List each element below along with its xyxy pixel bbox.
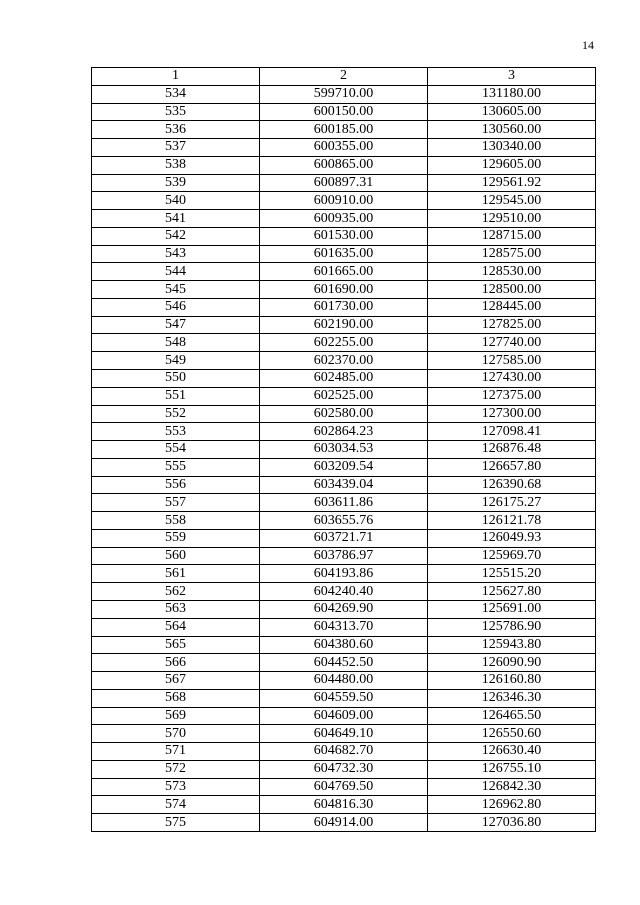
table-row [92,441,596,459]
table-row [92,565,596,583]
table-cell-col-3: 127375.00 [428,387,596,405]
table-cell-col-2: 601730.00 [260,298,428,316]
table-cell-col-2: 601530.00 [260,227,428,245]
table-cell-col-3: 126657.80 [428,458,596,476]
table-cell-col-1: 574 [92,796,260,814]
table-cell-col-3: 126346.30 [428,689,596,707]
table-cell-col-3: 125943.80 [428,636,596,654]
table-cell-col-3: 126049.93 [428,529,596,547]
table-cell-col-1: 551 [92,387,260,405]
header-cell-1: 1 [92,68,260,86]
table-cell-col-3: 126175.27 [428,494,596,512]
table-cell-col-2: 600897.31 [260,174,428,192]
table-row [92,334,596,352]
table-row [92,121,596,139]
table-row [92,618,596,636]
table-cell-col-3: 127098.41 [428,423,596,441]
table-cell-col-3: 126465.50 [428,707,596,725]
table-row [92,405,596,423]
table-cell-col-1: 571 [92,743,260,761]
table-cell-col-2: 603721.71 [260,529,428,547]
table-cell-col-1: 559 [92,529,260,547]
table-row [92,156,596,174]
table-cell-col-2: 604769.50 [260,778,428,796]
table-cell-col-3: 128715.00 [428,227,596,245]
table-cell-col-2: 600150.00 [260,103,428,121]
table-cell-col-2: 602370.00 [260,352,428,370]
table-cell-col-2: 604380.60 [260,636,428,654]
table-cell-col-1: 560 [92,547,260,565]
table-row [92,387,596,405]
table-cell-col-3: 125515.20 [428,565,596,583]
table-cell-col-1: 546 [92,298,260,316]
table-cell-col-2: 603209.54 [260,458,428,476]
table-cell-col-1: 537 [92,139,260,157]
table-cell-col-3: 125786.90 [428,618,596,636]
table-row [92,103,596,121]
table-cell-col-1: 542 [92,227,260,245]
table-cell-col-1: 558 [92,512,260,530]
table-cell-col-1: 570 [92,725,260,743]
table-row [92,725,596,743]
table-row [92,210,596,228]
table-cell-col-3: 126876.48 [428,441,596,459]
table-cell-col-3: 126160.80 [428,672,596,690]
table-cell-col-1: 538 [92,156,260,174]
table-row [92,352,596,370]
table-cell-col-1: 553 [92,423,260,441]
table-row [92,600,596,618]
table-row [92,263,596,281]
table-cell-col-1: 550 [92,370,260,388]
table-cell-col-3: 130560.00 [428,121,596,139]
table-cell-col-3: 128575.00 [428,245,596,263]
table-row [92,281,596,299]
table-row [92,778,596,796]
table-row [92,583,596,601]
table-cell-col-3: 126962.80 [428,796,596,814]
table-row [92,636,596,654]
table-cell-col-2: 600865.00 [260,156,428,174]
table-cell-col-2: 604313.70 [260,618,428,636]
table-cell-col-1: 563 [92,600,260,618]
table-header [92,68,596,86]
table-cell-col-1: 568 [92,689,260,707]
table-row [92,245,596,263]
table-cell-col-2: 604480.00 [260,672,428,690]
table-cell-col-2: 600355.00 [260,139,428,157]
table-cell-col-1: 535 [92,103,260,121]
table-cell-col-2: 604609.00 [260,707,428,725]
table-cell-col-2: 601665.00 [260,263,428,281]
header-row [92,68,596,86]
table-cell-col-1: 562 [92,583,260,601]
table-row [92,174,596,192]
table-cell-col-2: 603034.53 [260,441,428,459]
table-cell-col-2: 601690.00 [260,281,428,299]
table-cell-col-3: 127430.00 [428,370,596,388]
table-cell-col-1: 552 [92,405,260,423]
table-row [92,370,596,388]
table-row [92,796,596,814]
table-cell-col-2: 602190.00 [260,316,428,334]
table-cell-col-3: 130605.00 [428,103,596,121]
table-cell-col-2: 602864.23 [260,423,428,441]
table-cell-col-2: 604559.50 [260,689,428,707]
table-cell-col-2: 604914.00 [260,814,428,832]
table-cell-col-2: 604816.30 [260,796,428,814]
table-cell-col-3: 126390.68 [428,476,596,494]
table-cell-col-3: 126121.78 [428,512,596,530]
table-cell-col-2: 600910.00 [260,192,428,210]
table-cell-col-2: 603611.86 [260,494,428,512]
header-cell-3: 3 [428,68,596,86]
table-cell-col-1: 554 [92,441,260,459]
table-cell-col-3: 126550.60 [428,725,596,743]
table-cell-col-3: 131180.00 [428,85,596,103]
table-row [92,743,596,761]
table-cell-col-1: 566 [92,654,260,672]
table-cell-col-3: 126755.10 [428,760,596,778]
table-cell-col-2: 603655.76 [260,512,428,530]
table-row [92,689,596,707]
table-cell-col-3: 129561.92 [428,174,596,192]
table-cell-col-2: 599710.00 [260,85,428,103]
table-cell-col-1: 549 [92,352,260,370]
table-row [92,814,596,832]
table-cell-col-3: 125627.80 [428,583,596,601]
table-cell-col-3: 126090.90 [428,654,596,672]
table-cell-col-1: 544 [92,263,260,281]
table-cell-col-1: 548 [92,334,260,352]
table-row [92,672,596,690]
table-cell-col-1: 534 [92,85,260,103]
table-cell-col-2: 602580.00 [260,405,428,423]
table-cell-col-1: 565 [92,636,260,654]
table-row [92,227,596,245]
table-cell-col-3: 128445.00 [428,298,596,316]
page-number: 14 [582,38,594,52]
table-cell-col-1: 564 [92,618,260,636]
table-cell-col-2: 600185.00 [260,121,428,139]
table-cell-col-1: 536 [92,121,260,139]
table-cell-col-3: 128530.00 [428,263,596,281]
table-row [92,529,596,547]
table-cell-col-2: 604649.10 [260,725,428,743]
table-cell-col-2: 601635.00 [260,245,428,263]
table-cell-col-2: 603439.04 [260,476,428,494]
table-row [92,458,596,476]
table-row [92,85,596,103]
table-cell-col-2: 602255.00 [260,334,428,352]
table-cell-col-3: 127300.00 [428,405,596,423]
table-row [92,707,596,725]
table-cell-col-1: 573 [92,778,260,796]
table-cell-col-1: 555 [92,458,260,476]
header-cell-2: 2 [260,68,428,86]
coordinates-table [91,67,596,832]
table-row [92,476,596,494]
table-cell-col-3: 125969.70 [428,547,596,565]
table-cell-col-1: 540 [92,192,260,210]
table-cell-col-2: 602485.00 [260,370,428,388]
table-row [92,494,596,512]
table-row [92,547,596,565]
table-row [92,298,596,316]
table-cell-col-1: 556 [92,476,260,494]
table-cell-col-1: 572 [92,760,260,778]
table-cell-col-2: 604269.90 [260,600,428,618]
table-cell-col-1: 561 [92,565,260,583]
table-cell-col-2: 602525.00 [260,387,428,405]
table-row [92,423,596,441]
table-cell-col-1: 539 [92,174,260,192]
table-cell-col-3: 128500.00 [428,281,596,299]
table-cell-col-3: 126630.40 [428,743,596,761]
table-cell-col-2: 603786.97 [260,547,428,565]
table-row [92,139,596,157]
table-cell-col-3: 127825.00 [428,316,596,334]
table-body [92,85,596,831]
table-cell-col-2: 604682.70 [260,743,428,761]
table-cell-col-1: 569 [92,707,260,725]
table-cell-col-2: 604452.50 [260,654,428,672]
table-cell-col-3: 127585.00 [428,352,596,370]
table-row [92,654,596,672]
table-cell-col-2: 604240.40 [260,583,428,601]
table-row [92,316,596,334]
table-cell-col-3: 129545.00 [428,192,596,210]
table-cell-col-3: 130340.00 [428,139,596,157]
table-cell-col-1: 547 [92,316,260,334]
table-cell-col-3: 126842.30 [428,778,596,796]
table-row [92,760,596,778]
table-cell-col-2: 604193.86 [260,565,428,583]
table-cell-col-3: 125691.00 [428,600,596,618]
table-cell-col-2: 604732.30 [260,760,428,778]
table-cell-col-3: 129605.00 [428,156,596,174]
table-cell-col-2: 600935.00 [260,210,428,228]
table-cell-col-1: 557 [92,494,260,512]
table-cell-col-1: 567 [92,672,260,690]
table-cell-col-3: 127036.80 [428,814,596,832]
table-cell-col-1: 541 [92,210,260,228]
table-cell-col-3: 127740.00 [428,334,596,352]
table-row [92,512,596,530]
table-cell-col-1: 575 [92,814,260,832]
table-row [92,192,596,210]
table-cell-col-1: 543 [92,245,260,263]
table-cell-col-1: 545 [92,281,260,299]
table-cell-col-3: 129510.00 [428,210,596,228]
